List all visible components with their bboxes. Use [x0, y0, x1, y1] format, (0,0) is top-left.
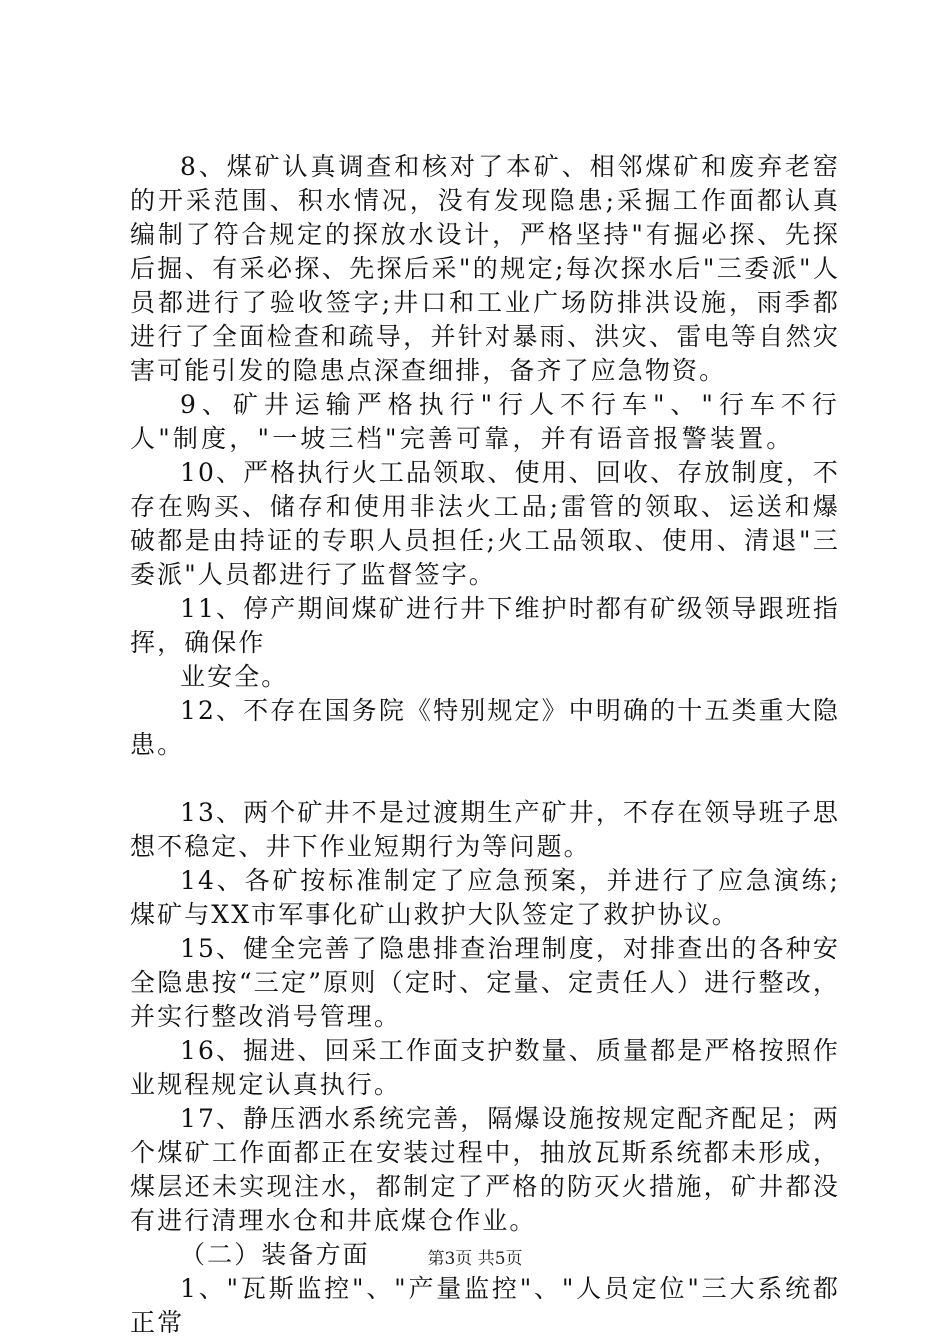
paragraph-13: 13、两个矿井不是过渡期生产矿井，不存在领导班子思想不稳定、井下作业短期行为等问题。	[130, 798, 840, 861]
paragraph-equipment-1: 1、"瓦斯监控"、"产量监控"、"人员定位"三大系统都正常	[130, 1274, 840, 1337]
paragraph-11: 11、停产期间煤矿进行井下维护时都有矿级领导跟班指挥，确保作	[130, 594, 840, 657]
paragraph-16: 16、掘进、回采工作面支护数量、质量都是严格按照作业规程规定认真执行。	[130, 1036, 840, 1099]
paragraph-17: 17、静压洒水系统完善，隔爆设施按规定配齐配足；两个煤矿工作面都正在安装过程中，抽放瓦斯系统都未形成，煤层还未实现注水，都制定了严格的防灭火措施，矿井都没有进行清理水仓和井底煤仓作业。	[130, 1104, 840, 1235]
section-heading-equipment: （二）装备方面	[180, 1240, 370, 1269]
paragraph-9: 9、矿井运输严格执行"行人不行车"、"行车不行人"制度，"一坡三档"完善可靠，并有语音报警装置。	[130, 390, 840, 453]
paragraph-10: 10、严格执行火工品领取、使用、回收、存放制度，不存在购买、储存和使用非法火工品;雷管的领取、运送和爆破都是由持证的专职人员担任;火工品领取、使用、清退"三委派"人员都进行了监督签字。	[130, 458, 840, 589]
page-number-footer: 第3页 共5页	[427, 1249, 523, 1269]
paragraph-12: 12、不存在国务院《特别规定》中明确的十五类重大隐患。	[130, 696, 840, 759]
document-body	[130, 150, 840, 1340]
paragraph-8: 8、煤矿认真调查和核对了本矿、相邻煤矿和废弃老窑的开采范围、积水情况，没有发现隐患;采掘工作面都认真编制了符合规定的探放水设计，严格坚持"有掘必探、先探后掘、有采必探、先探后采"的规定;每次探水后"三委派"人员都进行了验收签字;井口和工业广场防排洪设施，雨季都进行了全面检查和疏导，并针对暴雨、洪灾、雷电等自然灾害可能引发的隐患点深查细排，备齐了应急物资。	[130, 152, 840, 385]
paragraph-15: 15、健全完善了隐患排查治理制度，对排查出的各种安全隐患按“三定”原则（定时、定量、定责任人）进行整改，并实行整改消号管理。	[130, 934, 840, 1031]
paragraph-11-continuation: 业安全。	[180, 662, 289, 691]
paragraph-14: 14、各矿按标准制定了应急预案，并进行了应急演练;煤矿与XX市军事化矿山救护大队签定了救护协议。	[130, 866, 840, 929]
